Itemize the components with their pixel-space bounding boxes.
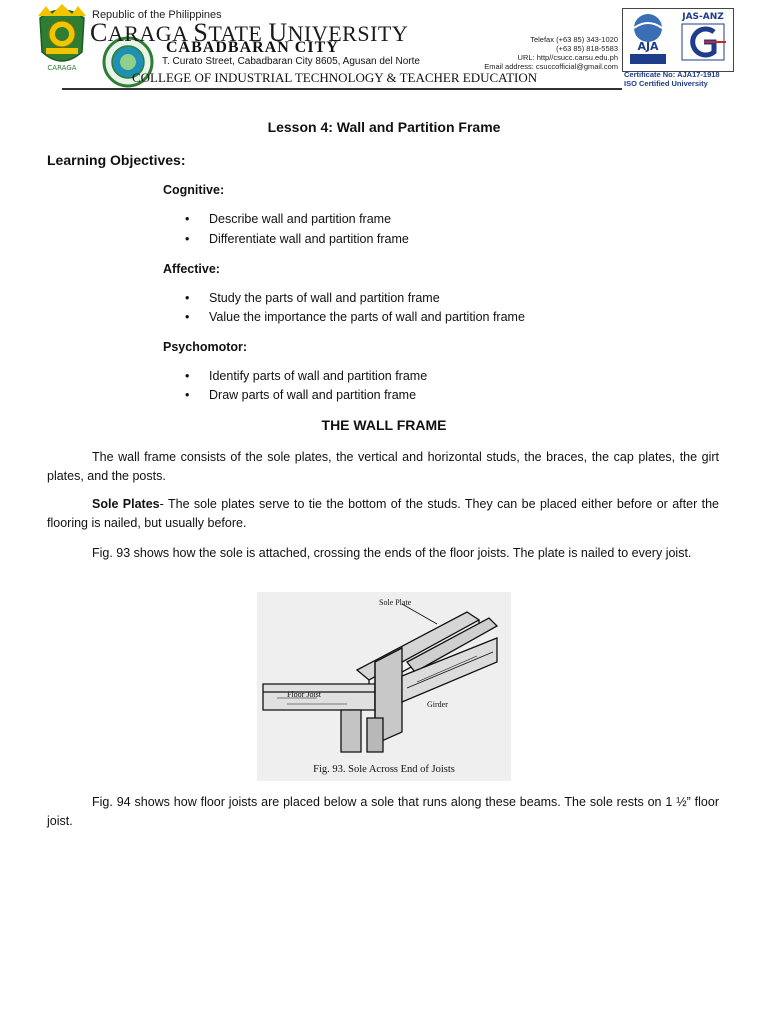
campus-address: T. Curato Street, Cabadbaran City 8605, Agusan del Norte [162,56,420,67]
college-name: COLLEGE OF INDUSTRIAL TECHNOLOGY & TEACHER EDUCATION [132,70,538,85]
paragraph-fig94: Fig. 94 shows how floor joists are placed below a sole that runs along these beams. The sole rests on 1 ½” floor joist. [47,795,719,828]
contact-url: URL: http//csucc.carsu.edu.ph [517,53,618,62]
certificate-number: Certificate No: AJA17-1918 [624,70,720,79]
jas-label: JAS-ANZ [682,12,724,22]
figure-93 [257,592,511,781]
campus-city: CABADBARAN CITY [166,39,339,56]
university-seal-icon [32,4,92,80]
iso-label: ISO Certified University [624,79,708,88]
paragraph-sole-plates: Sole Plates- The sole plates serve to tie the bottom of the studs. They can be placed either before or after the flooring is nailed, but usually before. [47,497,720,530]
republic-line: Republic of the Philippines [92,9,222,21]
jas-anz-certification-icon [674,10,732,68]
university-name: CARAGA STATE UNIVERSITY [90,18,409,47]
certificate-info [624,70,720,88]
label-sole-plate: Sole Plate [379,598,412,607]
cognitive-label: Cognitive: [163,183,225,197]
lesson-title: Lesson 4: Wall and Partition Frame [267,119,501,135]
label-girder: Girder [427,700,448,709]
sole-joist-illustration [257,592,511,781]
affective-label: Affective: [163,262,220,276]
seal-caption: CARAGA [47,64,77,72]
document-page: CARAGA Republic of the Philippines CARAGA STATE UNIVERSITY CABADBARAN CITY T. Curato Street, Cabadbaran City 8605, Agusan del Norte COLLEGE OF INDUSTRIAL TECHNOLOGY & TEACHER EDUCATION Telefax (+63 85) 343-1020 (+63 85) 818-5583 URL: http//csucc.carsu.edu.ph Email address: csuccofficial@gmail.com AJA JAS-ANZ Certificate No: AJA17-1918 ISO Certified University Lesson 4: Wall and Partition Frame Learning Objectives: Cognitive: Describe wall and partition frame Differentiate wall and partition frame Affective: Study the parts of wall and partition frame Value the importance the parts of wall and partition frame Psychomotor: Identify parts of wall and partition frame Draw parts of wall and partition frame THE WALL FRAME The wall frame consists of the sole plates, the vertical and horizontal studs, the braces, the cap plates, the girt plates, and the posts. Sole Plates- The sole plates serve to tie the bottom of the studs. They can be placed either before or after the flooring is nailed, but usually before. Fig. 93 shows how the sole is attached, crossing the ends of the floor joists. The plate is nailed to every joist. Sole Plate Floor Joist Girder Fig. 93. Sole Across End of Joists Fig. 94 shows how floor joists are placed below a sole that runs along these beams. The sole rests on 1 ½” floor joist. [0,0,768,1024]
letterhead [28,4,740,90]
paragraph-wall-frame: The wall frame consists of the sole plates, the vertical and horizontal studs, the braces, the cap plates, the girt plates, and the posts. [47,450,719,483]
aja-certification-icon [624,10,672,68]
paragraph-fig93: Fig. 93 shows how the sole is attached, crossing the ends of the floor joists. The plate is nailed to every joist. [92,546,692,560]
objectives-heading: Learning Objectives: [47,152,186,168]
figure-caption: Fig. 93. Sole Across End of Joists [313,764,455,775]
term-sole-plates: Sole Plates [92,497,160,511]
section-title: THE WALL FRAME [321,417,447,433]
header-divider [62,88,622,90]
contact-phone: (+63 85) 818-5583 [556,44,618,53]
label-floor-joist: Floor Joist [287,690,322,699]
contact-email: Email address: csuccofficial@gmail.com [484,62,618,71]
contact-telefax: Telefax (+63 85) 343-1020 [530,35,618,44]
aja-label: AJA [637,40,659,53]
contact-block [484,35,618,71]
psychomotor-label: Psychomotor: [163,340,248,354]
